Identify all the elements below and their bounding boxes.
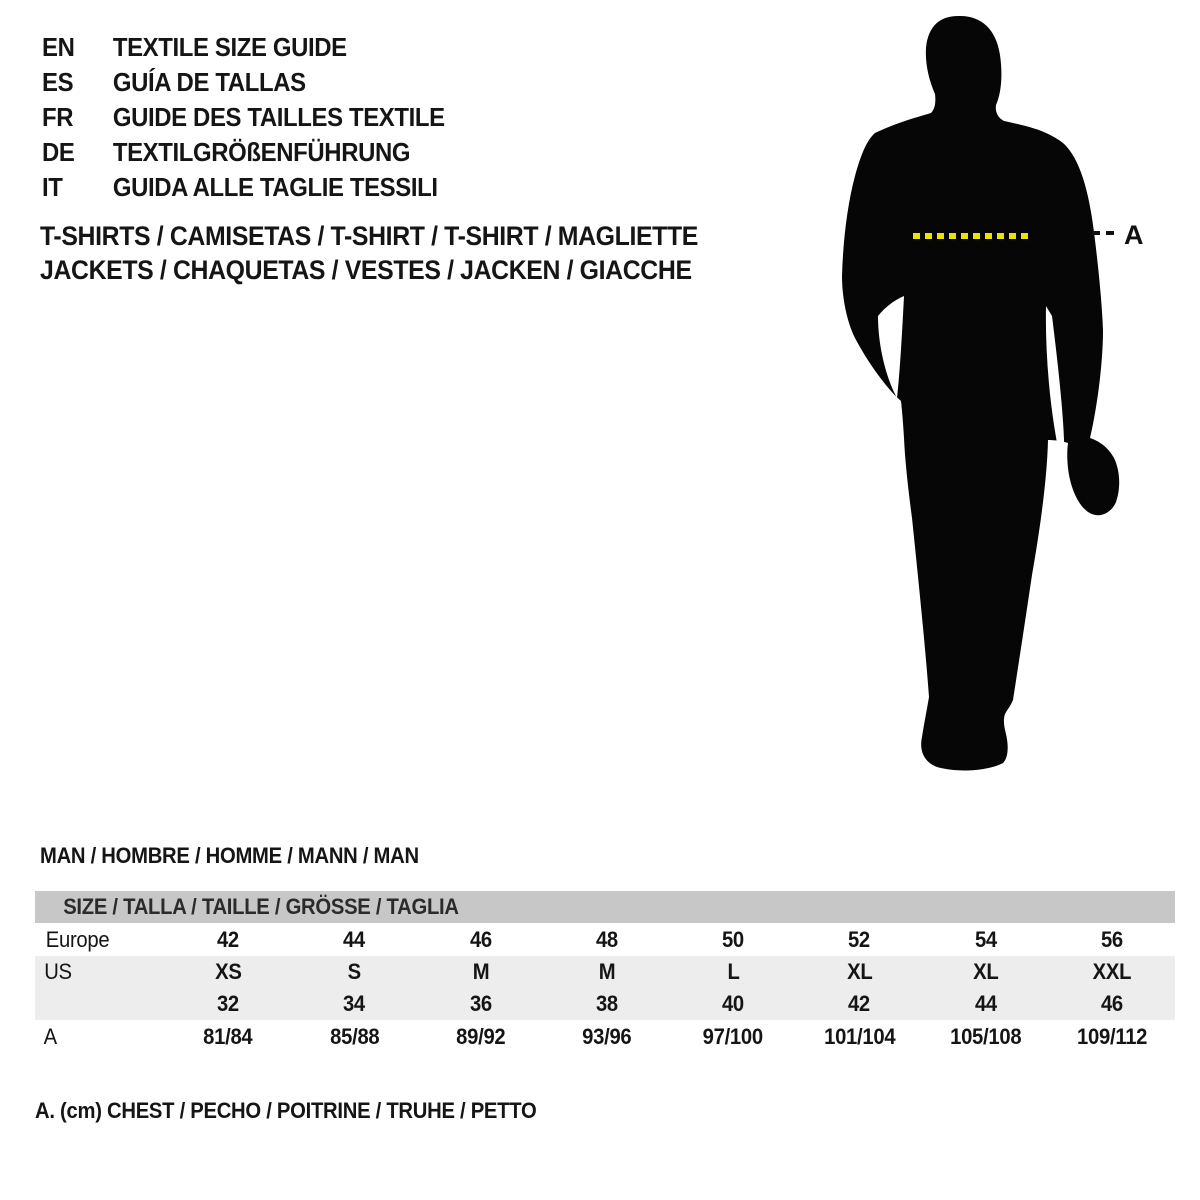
size-cell: 36 [469, 991, 492, 1016]
size-cell: 42 [217, 926, 240, 952]
size-cell: 101/104 [823, 1024, 895, 1049]
size-cell: 85/88 [329, 1024, 380, 1049]
size-cell: 38 [595, 991, 618, 1016]
language-row-it [42, 170, 445, 205]
language-row-es [42, 65, 445, 100]
size-cell: 46 [1100, 991, 1123, 1016]
table-row-us [35, 956, 1175, 988]
size-cell: 34 [343, 991, 366, 1016]
size-cell: 40 [722, 991, 745, 1016]
size-cell: 109/112 [1076, 1024, 1147, 1049]
shaded-band [35, 956, 1175, 1020]
size-cell: 105/108 [950, 1024, 1022, 1049]
size-table [35, 891, 1175, 1054]
size-cell: XXL [1092, 959, 1132, 984]
language-title: TEXTILE SIZE GUIDE [112, 32, 347, 62]
language-code: EN [42, 32, 75, 62]
language-code: DE [42, 137, 75, 167]
size-cell: 42 [848, 991, 871, 1016]
language-title: GUIDA ALLE TAGLIE TESSILI [112, 172, 438, 202]
table-row-chest-a [35, 1020, 1175, 1054]
language-title: GUIDE DES TAILLES TEXTILE [112, 102, 445, 132]
category-jackets: JACKETS / CHAQUETAS / VESTES / JACKEN / GIACCHE [40, 255, 692, 285]
language-list [42, 30, 445, 205]
table-row-europe [35, 923, 1175, 956]
size-cell: 93/96 [582, 1024, 632, 1049]
row-label: US [44, 959, 72, 984]
size-cell: 44 [343, 926, 366, 952]
size-cell: M [472, 959, 489, 984]
language-title: GUÍA DE TALLAS [112, 67, 306, 97]
measure-legend: A. (cm) CHEST / PECHO / POITRINE / TRUHE / PETTO [35, 1098, 537, 1123]
language-row-fr [42, 100, 445, 135]
size-cell: S [347, 959, 361, 984]
size-cell: 54 [974, 926, 997, 952]
language-title: TEXTILGRÖßENFÜHRUNG [112, 137, 411, 167]
section-title-man: MAN / HOMBRE / HOMME / MANN / MAN [40, 843, 419, 868]
size-cell: 97/100 [702, 1024, 764, 1049]
measure-label-a: A [1124, 220, 1144, 250]
language-code: IT [42, 172, 63, 202]
size-cell: L [727, 959, 740, 984]
silhouette-svg [840, 10, 1160, 780]
row-label: Europe [45, 926, 110, 952]
language-code: FR [42, 102, 74, 132]
size-cell: XS [214, 959, 242, 984]
category-tshirts: T-SHIRTS / CAMISETAS / T-SHIRT / T-SHIRT / MAGLIETTE [40, 221, 698, 251]
size-cell: 52 [848, 926, 871, 952]
row-label: A [43, 1024, 57, 1049]
language-row-de [42, 135, 445, 170]
size-cell: M [598, 959, 616, 984]
size-cell: 50 [722, 926, 745, 952]
language-row-en [42, 30, 445, 65]
size-cell: 81/84 [203, 1024, 253, 1049]
row-label [35, 991, 165, 1017]
table-row-numeric [35, 988, 1175, 1020]
size-cell: 44 [974, 991, 997, 1016]
man-silhouette-figure [840, 10, 1160, 780]
size-cell: 48 [595, 926, 618, 952]
size-cell: 46 [469, 926, 492, 952]
language-code: ES [42, 67, 74, 97]
product-categories [40, 219, 698, 287]
size-table-header: SIZE / TALLA / TAILLE / GRÖSSE / TAGLIA [35, 891, 1175, 923]
size-cell: 89/92 [455, 1024, 506, 1049]
size-cell: 56 [1100, 926, 1123, 952]
size-cell: 32 [217, 991, 240, 1016]
man-silhouette [842, 16, 1119, 771]
size-cell: XL [846, 959, 873, 984]
size-cell: XL [972, 959, 999, 984]
